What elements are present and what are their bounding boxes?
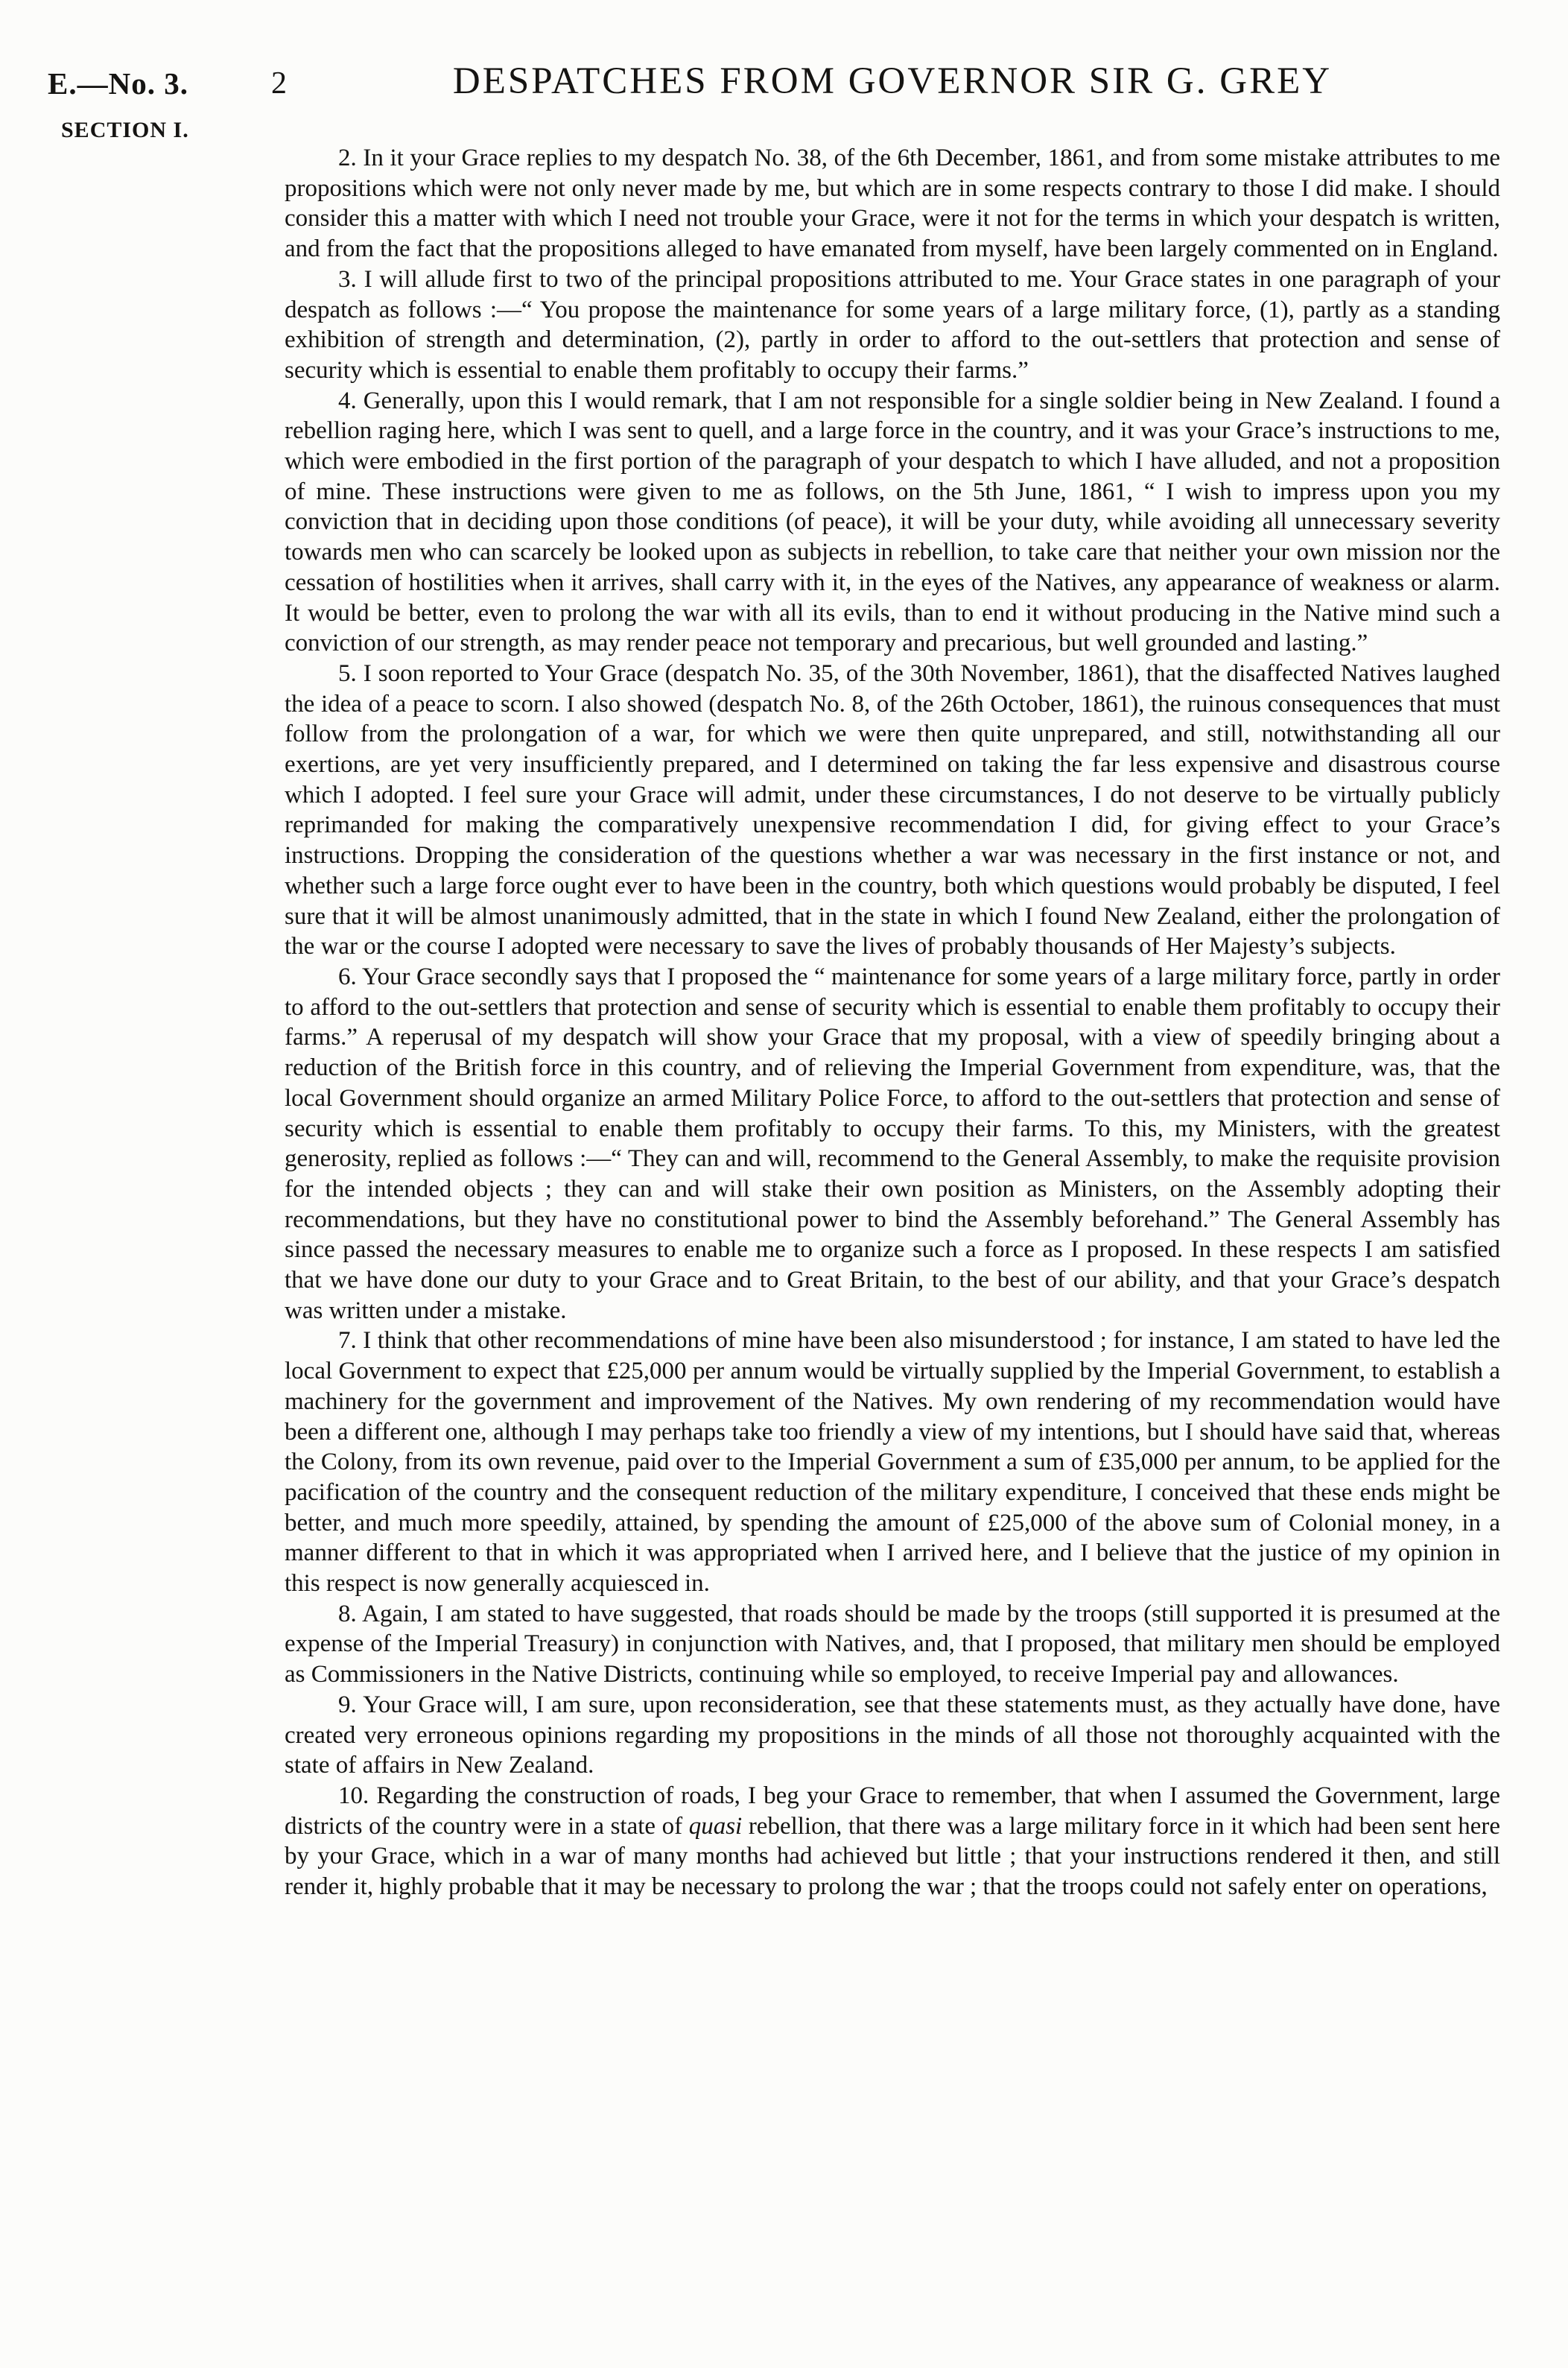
paragraph-4: 4. Generally, upon this I would remark, that I am not responsible for a single soldier being in New Zealand. I found a rebellion raging here, which I was sent to quell, and a large force in the country, and it was your Grace’s instructions to me, which were embodied in the first portion of the paragraph of your despatch to which I have alluded, and not a proposition of mine. These instructions were given to me as follows, on the 5th June, 1861, “ I wish to impress upon you my conviction that in deciding upon those conditions (of peace), it will be your duty, while avoiding all unnecessary severity towards men who can scarcely be looked upon as subjects in rebellion, to take care that neither your own mission nor the cessation of hostilities when it arrives, shall carry with it, in the eyes of the Natives, any appearance of weakness or alarm. It would be better, even to prolong the war with all its evils, than to end it without producing in the Native mind such a conviction of our strength, as may render peace not temporary and precarious, but well grounded and lasting.” <box>285 387 1500 657</box>
page-number: 2 <box>271 66 287 101</box>
paragraph-10-text-before: 10. Regarding the construction of roads, I beg your Grace to remember, that when I assumed the Government, large districts of the country were in a state of <box>285 1782 1500 1840</box>
paragraph-8: 8. Again, I am stated to have suggested, that roads should be made by the troops (still supported it is presumed at the expense of the Imperial Treasury) in conjunction with Natives, and, that I proposed, that military men should be employed as Commissioners in the Native Districts, continuing while so employed, to receive Imperial pay and allowances. <box>285 1600 1500 1688</box>
section-label: SECTION I. <box>61 118 189 142</box>
paragraph-10-italic-word: quasi <box>688 1812 743 1840</box>
paragraph-9: 9. Your Grace will, I am sure, upon reconsideration, see that these statements must, as they actually have done, have created very erroneous opinions regarding my propositions in the minds of all those not thoroughly acquainted with the state of affairs in New Zealand. <box>285 1691 1500 1779</box>
paragraph-10-text-after: rebellion, that there was a large military force in it which had been sent here by your Grace, which in a war of many months had achieved but little ; that your instructions rendered it then, and still render it, highly probable that it may be necessary to prolong the war ; that the troops could not safely enter on operations, <box>285 1812 1500 1901</box>
series-number: E.—No. 3. <box>48 66 188 101</box>
paragraph-5: 5. I soon reported to Your Grace (despatch No. 35, of the 30th November, 1861), that the disaffected Natives laughed the idea of a peace to scorn. I also showed (despatch No. 8, of the 26th October, 1861), the ruinous consequences that must follow from the prolongation of a war, for which we were then quite unprepared, and still, notwithstanding all our exertions, are yet very insufficiently prepared, and I determined on taking the far less expensive and disastrous course which I adopted. I feel sure your Grace will admit, under these circumstances, I do not deserve to be virtually publicly reprimanded for making the comparatively unexpensive recommendation I did, for giving effect to your Grace’s instructions. Dropping the consideration of the questions whether a war was necessary in the first instance or not, and whether such a large force ought ever to have been in the country, both which questions would probably be disputed, I feel sure that it will be almost unanimously admitted, that in the state in which I found New Zealand, either the prolongation of the war or the course I adopted were necessary to save the lives of probably thousands of Her Majesty’s subjects. <box>285 659 1500 960</box>
document-body <box>285 143 1500 1902</box>
paragraph-3: 3. I will allude first to two of the principal propositions attributed to me. Your Grace states in one paragraph of your despatch as follows :—“ You propose the maintenance for some years of a large military force, (1), partly as a standing exhibition of strength and determination, (2), partly in order to afford to the out-settlers that protection and sense of security which is essential to enable them profitably to occupy their farms.” <box>285 265 1500 384</box>
paragraph-2: 2. In it your Grace replies to my despatch No. 38, of the 6th December, 1861, and from some mistake attributes to me propositions which were not only never made by me, but which are in some respects contrary to those I did make. I should consider this a matter with which I need not trouble your Grace, were it not for the terms in which your despatch is written, and from the fact that the propositions alleged to have emanated from myself, have been largely commented on in England. <box>285 145 1500 263</box>
paragraph-10 <box>285 1781 1500 1902</box>
paragraph-7: 7. I think that other recommendations of mine have been also misunderstood ; for instance, I am stated to have led the local Government to expect that £25,000 per annum would be virtually supplied by the Imperial Government, to establish a machinery for the government and improvement of the Natives. My own rendering of my recommendation would have been a different one, although I may perhaps take too friendly a view of my intentions, but I should have said that, whereas the Colony, from its own revenue, paid over to the Imperial Government a sum of £35,000 per annum, to be applied for the pacification of the country and the consequent reduction of the military expenditure, I conceived that these ends might be better, and much more speedily, attained, by spending the amount of £25,000 of the above sum of Colonial money, in a manner different to that in which it was appropriated when I arrived here, and I believe that the justice of my opinion in this respect is now generally acquiesced in. <box>285 1327 1500 1598</box>
paragraph-6: 6. Your Grace secondly says that I proposed the “ maintenance for some years of a large military force, partly in order to afford to the out-settlers that protection and sense of security which is essential to enable them profitably to occupy their farms.” A reperusal of my despatch will show your Grace that my proposal, with a view of speedily bringing about a reduction of the British force in this country, and of relieving the Imperial Government from expenditure, was, that the local Government should organize an armed Military Police Force, to afford to the out-settlers that protection and sense of security which is essential to enable them profitably to occupy their farms. To this, my Ministers, with the greatest generosity, replied as follows :—“ They can and will, recommend to the General Assembly, to make the requisite provision for the intended objects ; they can and will stake their own position as Ministers, on the Assembly adopting their recommendations, but they have no constitutional power to bind the Assembly beforehand.” The General Assembly has since passed the necessary measures to enable me to organize such a force as I proposed. In these respects I am satisfied that we have done our duty to your Grace and to Great Britain, to the best of our ability, and that your Grace’s despatch was written under a mistake. <box>285 963 1500 1324</box>
document-title: DESPATCHES FROM GOVERNOR SIR G. GREY <box>452 60 1333 102</box>
